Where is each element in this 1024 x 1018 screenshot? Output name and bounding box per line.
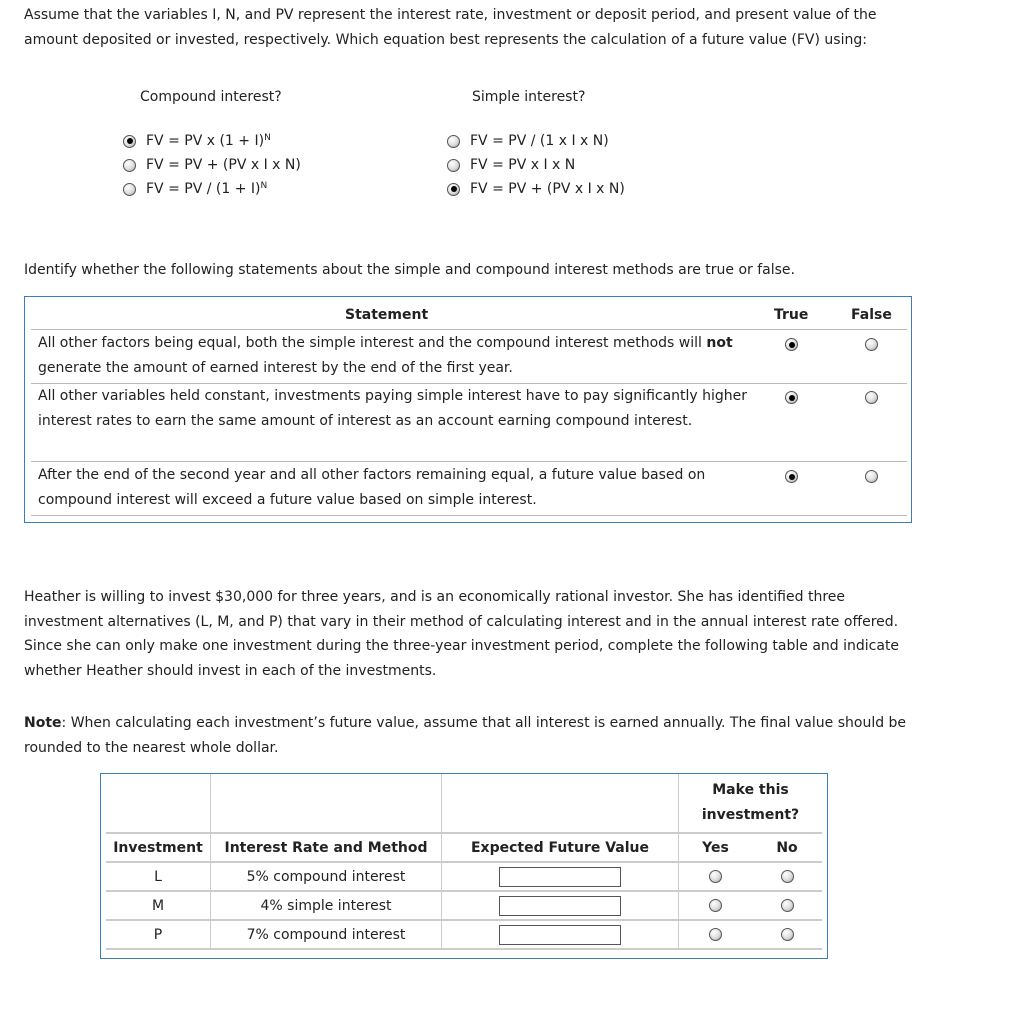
no-header: No bbox=[752, 834, 822, 863]
future-value-input[interactable] bbox=[499, 867, 621, 887]
radio-selected[interactable] bbox=[447, 183, 460, 196]
radio[interactable] bbox=[447, 135, 460, 148]
statement-header: Statement bbox=[345, 307, 429, 323]
statement-row bbox=[31, 331, 907, 384]
false-radio[interactable] bbox=[865, 470, 878, 483]
true-radio[interactable] bbox=[785, 391, 798, 404]
statement-text: After the end of the second year and all other factors remaining equal, a future value based on compound interest will exceed a future value based on simple interest. bbox=[38, 467, 706, 508]
true-radio[interactable] bbox=[785, 338, 798, 351]
yes-radio[interactable] bbox=[709, 899, 722, 912]
compound-option-3[interactable]: FV = PV / $(1 + I)^N$ bbox=[123, 179, 267, 199]
compound-option-2[interactable]: FV = PV + (PV x I x N) bbox=[123, 155, 301, 175]
question2-prompt: Identify whether the following statements about the simple and compound interest methods are true or false. bbox=[24, 262, 795, 278]
rate-method: 7% compound interest bbox=[210, 921, 441, 950]
investment-row bbox=[106, 892, 822, 921]
investment-id: L bbox=[106, 863, 210, 892]
simple-heading: Simple interest? bbox=[472, 89, 586, 105]
rate-method: 4% simple interest bbox=[210, 892, 441, 921]
no-radio[interactable] bbox=[781, 870, 794, 883]
radio-selected[interactable] bbox=[123, 135, 136, 148]
note: Note: When calculating each investment’s future value, assume that all interest is earned annually. The final value should be rounded to the nearest whole dollar. bbox=[24, 715, 907, 756]
yes-radio[interactable] bbox=[709, 928, 722, 941]
investment-id: P bbox=[106, 921, 210, 950]
yes-header: Yes bbox=[678, 834, 752, 863]
false-radio[interactable] bbox=[865, 338, 878, 351]
no-radio[interactable] bbox=[781, 928, 794, 941]
simple-option-3[interactable]: FV = PV + (PV x I x N) bbox=[447, 179, 625, 199]
question3-prompt: Heather is willing to invest $30,000 for three years, and is an economically rational investor. She has identified three investment alternatives (L, M, and P) that vary in their method of calculating interest and in the annual interest rate offered. Since she can only make one investment during the three-year investment period, complete the following table and indicate whether Heather should invest in each of the investments. bbox=[24, 589, 900, 679]
rate-method: 5% compound interest bbox=[210, 863, 441, 892]
simple-option-2[interactable]: FV = PV x I x N bbox=[447, 155, 575, 175]
statement-text: All other variables held constant, investments paying simple interest have to pay significantly higher interest rates to earn the same amount of interest as an account earning compound interest. bbox=[38, 388, 748, 429]
future-value-input[interactable] bbox=[499, 925, 621, 945]
investment-header: Investment bbox=[106, 834, 210, 863]
header-row bbox=[31, 305, 907, 330]
simple-option-1[interactable]: FV = PV / (1 x I x N) bbox=[447, 131, 609, 151]
yes-radio[interactable] bbox=[709, 870, 722, 883]
statement-row bbox=[31, 384, 907, 462]
true-radio[interactable] bbox=[785, 470, 798, 483]
false-radio[interactable] bbox=[865, 391, 878, 404]
investment-id: M bbox=[106, 892, 210, 921]
investment-row bbox=[106, 921, 822, 950]
rate-header: Interest Rate and Method bbox=[210, 834, 441, 863]
statement-row bbox=[31, 463, 907, 516]
statement-text: All other factors being equal, both the simple interest and the compound interest methods will not generate the amount of earned interest by the end of the first year. bbox=[38, 335, 733, 376]
false-header: False bbox=[851, 307, 892, 323]
radio[interactable] bbox=[123, 183, 136, 196]
statements-table bbox=[24, 296, 912, 523]
future-value-input[interactable] bbox=[499, 896, 621, 916]
investment-table bbox=[100, 773, 828, 959]
compound-heading: Compound interest? bbox=[140, 89, 282, 105]
question1-prompt: Assume that the variables I, N, and PV represent the interest rate, investment or deposit period, and present value of the amount deposited or invested, respectively. Which equation best represents the calculation of a future value (FV) using: bbox=[24, 7, 877, 48]
no-radio[interactable] bbox=[781, 899, 794, 912]
radio[interactable] bbox=[447, 159, 460, 172]
compound-option-1[interactable]: FV = PV x $(1 + I)^N$ bbox=[123, 131, 271, 151]
fv-header: Expected Future Value bbox=[441, 834, 678, 863]
investment-row bbox=[106, 863, 822, 892]
radio[interactable] bbox=[123, 159, 136, 172]
true-header: True bbox=[774, 307, 809, 323]
make-investment-header: Make this investment? bbox=[678, 774, 822, 834]
